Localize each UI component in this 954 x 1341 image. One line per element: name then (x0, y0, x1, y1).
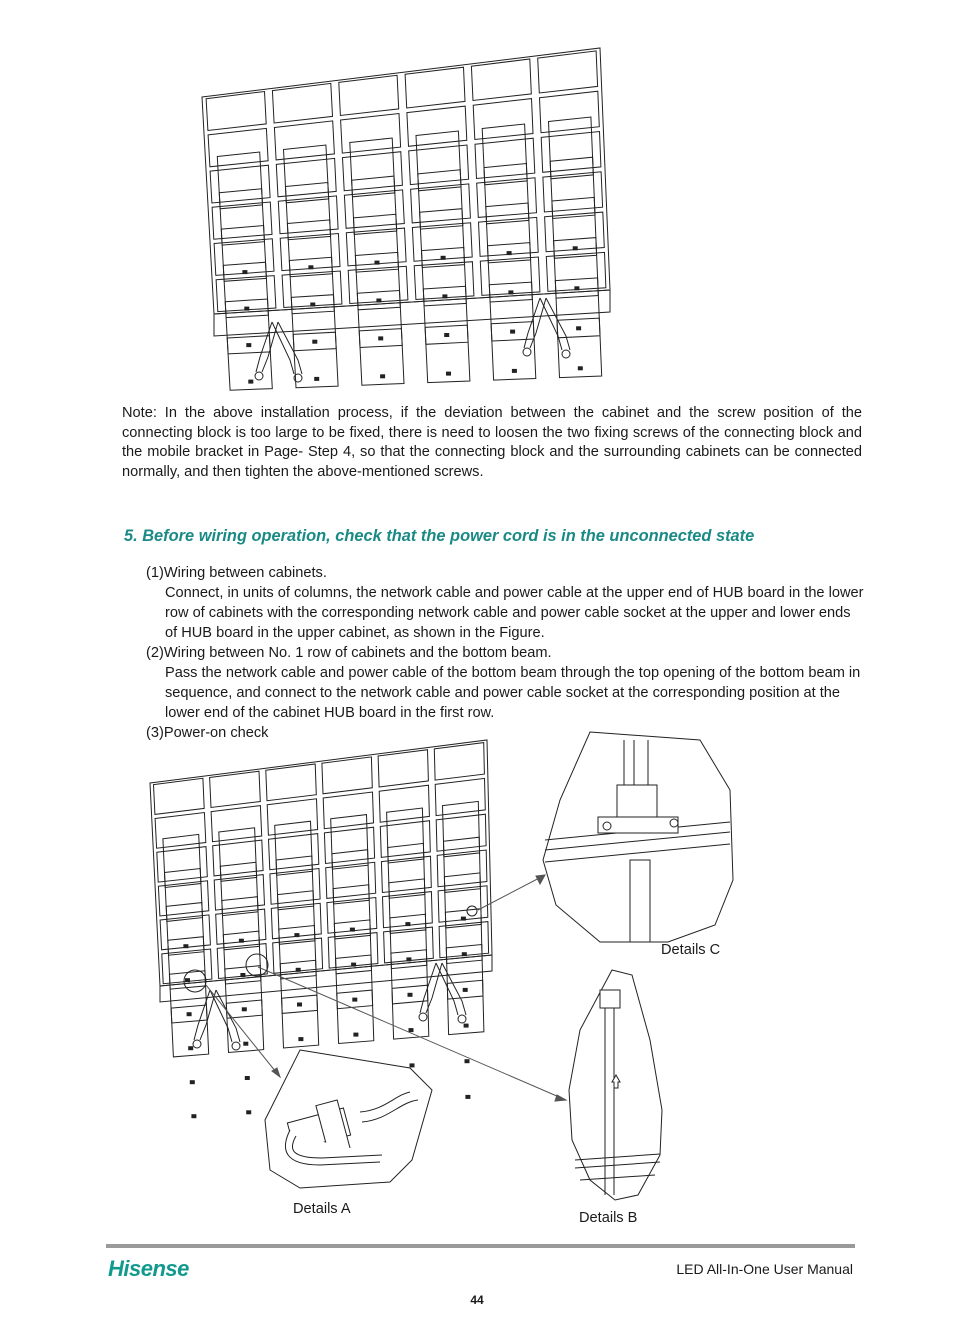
cabinet-handle (390, 914, 427, 968)
cabinet (158, 881, 208, 916)
wall-outline (150, 740, 492, 986)
hub-connector (187, 1013, 191, 1016)
stand-leg (420, 963, 436, 1013)
hub-connector (379, 337, 383, 340)
stand-leg (272, 322, 294, 374)
cabinet (155, 813, 206, 849)
cabinet (211, 806, 262, 842)
cabinet-handle (165, 869, 203, 922)
cabinet-handle (445, 909, 482, 964)
stand-leg (194, 990, 210, 1040)
cabinet-handle (169, 971, 207, 1023)
footer-rule (106, 1244, 855, 1248)
cabinet (272, 83, 332, 123)
stand-leg (524, 298, 540, 348)
cabinet (381, 856, 431, 892)
manual-title: LED All-In-One User Manual (676, 1261, 853, 1277)
hub-connector (247, 1111, 251, 1114)
hub-connector (465, 1060, 469, 1063)
hub-connector (464, 1024, 468, 1027)
cabinet (383, 892, 433, 928)
bottom-beam (214, 290, 610, 336)
cabinet-handle (222, 897, 260, 950)
hub-connector (512, 369, 516, 372)
hub-connector (249, 380, 253, 383)
cabinet-handle (223, 931, 261, 984)
cabinet (378, 750, 428, 787)
hub-connector (577, 327, 581, 330)
cabinet-handle (392, 985, 429, 1039)
cabinet (267, 799, 317, 835)
hub-connector (381, 375, 385, 378)
cabinet (324, 827, 374, 863)
detail-c-label: Details C (661, 942, 721, 958)
brand-logo: Hisense (108, 1256, 189, 1281)
cabinet (323, 792, 373, 829)
detail-a-callout (265, 1050, 432, 1188)
hub-connector (298, 1003, 302, 1006)
step-1-text: Connect, in units of columns, the network cable and power cable at the upper end of HUB board in the lower row of cabinets with the corresponding network cable and power cable socket at the upper and lower ends of HUB board in the upper cabinet, as shown in the Figure. (165, 585, 864, 641)
hub-connector (242, 1008, 246, 1011)
hub-connector (353, 998, 357, 1001)
cabinet-handle (336, 955, 373, 1009)
hub-connector (300, 1072, 304, 1075)
hub-connector (466, 1095, 470, 1098)
hub-connector (239, 939, 243, 942)
cabinet-handle (280, 960, 317, 1013)
cabinet (162, 949, 212, 984)
wiring-steps (146, 563, 866, 743)
caster-wheel (419, 1013, 427, 1021)
cabinet (471, 59, 531, 101)
hub-connector (245, 1077, 249, 1080)
cabinet-handle (444, 873, 481, 928)
cabinet (269, 834, 319, 870)
caster-wheel (458, 1015, 466, 1023)
page-number: 44 (470, 1293, 484, 1307)
cabinet-handle (446, 945, 483, 1000)
caster-wheel (193, 1040, 201, 1048)
cabinet (214, 875, 264, 911)
detail-b-callout (569, 970, 662, 1200)
hub-connector (406, 923, 410, 926)
cabinet (213, 840, 263, 876)
cabinet (438, 886, 488, 922)
caster-wheel (255, 372, 263, 380)
stand-leg (278, 322, 302, 374)
cabinet-handle (332, 850, 369, 904)
cabinet (322, 757, 372, 794)
stand-leg (442, 963, 466, 1015)
hub-connector (355, 1068, 359, 1071)
cabinet (379, 785, 429, 822)
cabinet-handle (388, 843, 425, 898)
cabinet (160, 915, 210, 950)
cabinet (270, 869, 320, 905)
cabinet-handle (225, 966, 262, 1019)
cabinet-handle (171, 1005, 209, 1057)
stand-leg (426, 963, 442, 1013)
cabinet-handle (278, 891, 315, 945)
installation-note: Note: In the above installation process, if the deviation between the cabinet and the screw position of the connecting block is too large to be fixed, there is need to loosen the two fixing screws of the connecting block and the mobile bracket in Page- Step 4, so that the connecting block and the surrounding cabinets can be connected normally, and then tighten the above-mentioned screws. (122, 405, 862, 480)
stand-leg (436, 963, 458, 1015)
cabinet (380, 821, 430, 858)
caster-wheel (523, 348, 531, 356)
cabinet (434, 743, 484, 781)
cabinet-handle (391, 950, 428, 1004)
cabinet (210, 771, 261, 807)
step-2-label: (2)Wiring between No. 1 row of cabinets and the bottom beam. (146, 645, 552, 661)
cabinet-handle (163, 834, 201, 887)
cabinet-handle (331, 815, 368, 870)
caster-wheel (232, 1042, 240, 1050)
cabinet-handle (444, 837, 481, 892)
cabinet-handle (389, 879, 426, 934)
hub-connector (315, 377, 319, 380)
hub-connector (244, 1042, 248, 1045)
step-3-label: (3)Power-on check (146, 725, 269, 741)
hub-connector (352, 963, 356, 966)
hub-connector (408, 993, 412, 996)
cabinet (405, 67, 465, 108)
cabinet-handle (333, 885, 370, 939)
detail-b-label: Details B (579, 1210, 638, 1226)
cabinet (384, 927, 434, 963)
stand-leg (540, 298, 562, 350)
hub-connector (356, 1103, 360, 1106)
stand-leg (200, 990, 216, 1040)
hub-connector (354, 1033, 358, 1036)
cabinet-handle (219, 828, 257, 882)
hub-connector (511, 330, 515, 333)
cabinet (437, 850, 487, 887)
cabinet (216, 909, 266, 944)
cabinet-handle (447, 980, 484, 1034)
cabinet (273, 938, 323, 973)
cabinet-handle (337, 990, 374, 1043)
detail-c-callout (543, 732, 733, 942)
hub-connector (447, 372, 451, 375)
hub-connector (184, 945, 188, 948)
cabinet-handle (443, 801, 480, 856)
hub-connector (189, 1047, 193, 1050)
cabinet (435, 778, 485, 815)
hub-connector (247, 344, 251, 347)
hub-connector (578, 367, 582, 370)
cabinet (327, 898, 377, 934)
hub-connector (186, 979, 190, 982)
cabinet (326, 862, 376, 898)
cabinet-handle (168, 937, 206, 989)
hub-connector (295, 934, 299, 937)
led-wall-illustration-top (0, 0, 954, 400)
hub-connector (296, 968, 300, 971)
detail-a-label: Details A (293, 1201, 351, 1217)
hub-connector (409, 1029, 413, 1032)
cabinet (339, 75, 399, 115)
hub-connector (461, 917, 465, 920)
cabinet (217, 944, 267, 979)
cabinet (436, 814, 486, 851)
hub-connector (313, 340, 317, 343)
cabinet (154, 778, 205, 814)
cabinet-handle (387, 808, 424, 863)
bottom-beam (160, 955, 492, 1002)
caster-wheel (562, 350, 570, 358)
hub-connector (190, 1081, 194, 1084)
hub-connector (302, 1107, 306, 1110)
cabinet (439, 922, 489, 958)
cabinet-handle (282, 995, 319, 1048)
cabinet (157, 847, 208, 883)
cabinet (538, 51, 598, 93)
cabinet-handle (226, 1000, 263, 1053)
step-1-label: (1)Wiring between cabinets. (146, 565, 327, 581)
cabinet-handle (279, 926, 316, 979)
cabinet (271, 903, 321, 939)
stand-leg (210, 990, 232, 1042)
hub-connector (411, 1099, 415, 1102)
cabinet (206, 92, 266, 131)
cabinet (266, 764, 317, 801)
hub-connector (350, 928, 354, 931)
hub-connector (445, 334, 449, 337)
hub-connector (241, 974, 245, 977)
cabinet-handle (334, 920, 371, 974)
cabinet-handle (275, 821, 313, 875)
section-heading: 5. Before wiring operation, check that the power cord is in the unconnected state (124, 527, 755, 545)
hub-connector (192, 1115, 196, 1118)
hub-connector (463, 988, 467, 991)
step-2-text: Pass the network cable and power cable of the bottom beam through the top opening of the bottom beam in sequence, and connect to the network cable and power cable socket at the corresponding position at the lower end of the cabinet HUB board in the first row. (165, 665, 861, 721)
hub-connector (407, 958, 411, 961)
cabinet-handle (166, 903, 204, 956)
hub-connector (299, 1038, 303, 1041)
cabinet-handle (276, 856, 314, 910)
hub-connector (410, 1064, 414, 1067)
hub-connector (462, 953, 466, 956)
stand-leg (216, 990, 240, 1042)
cabinet (328, 933, 378, 969)
cabinet-handle (220, 862, 258, 915)
